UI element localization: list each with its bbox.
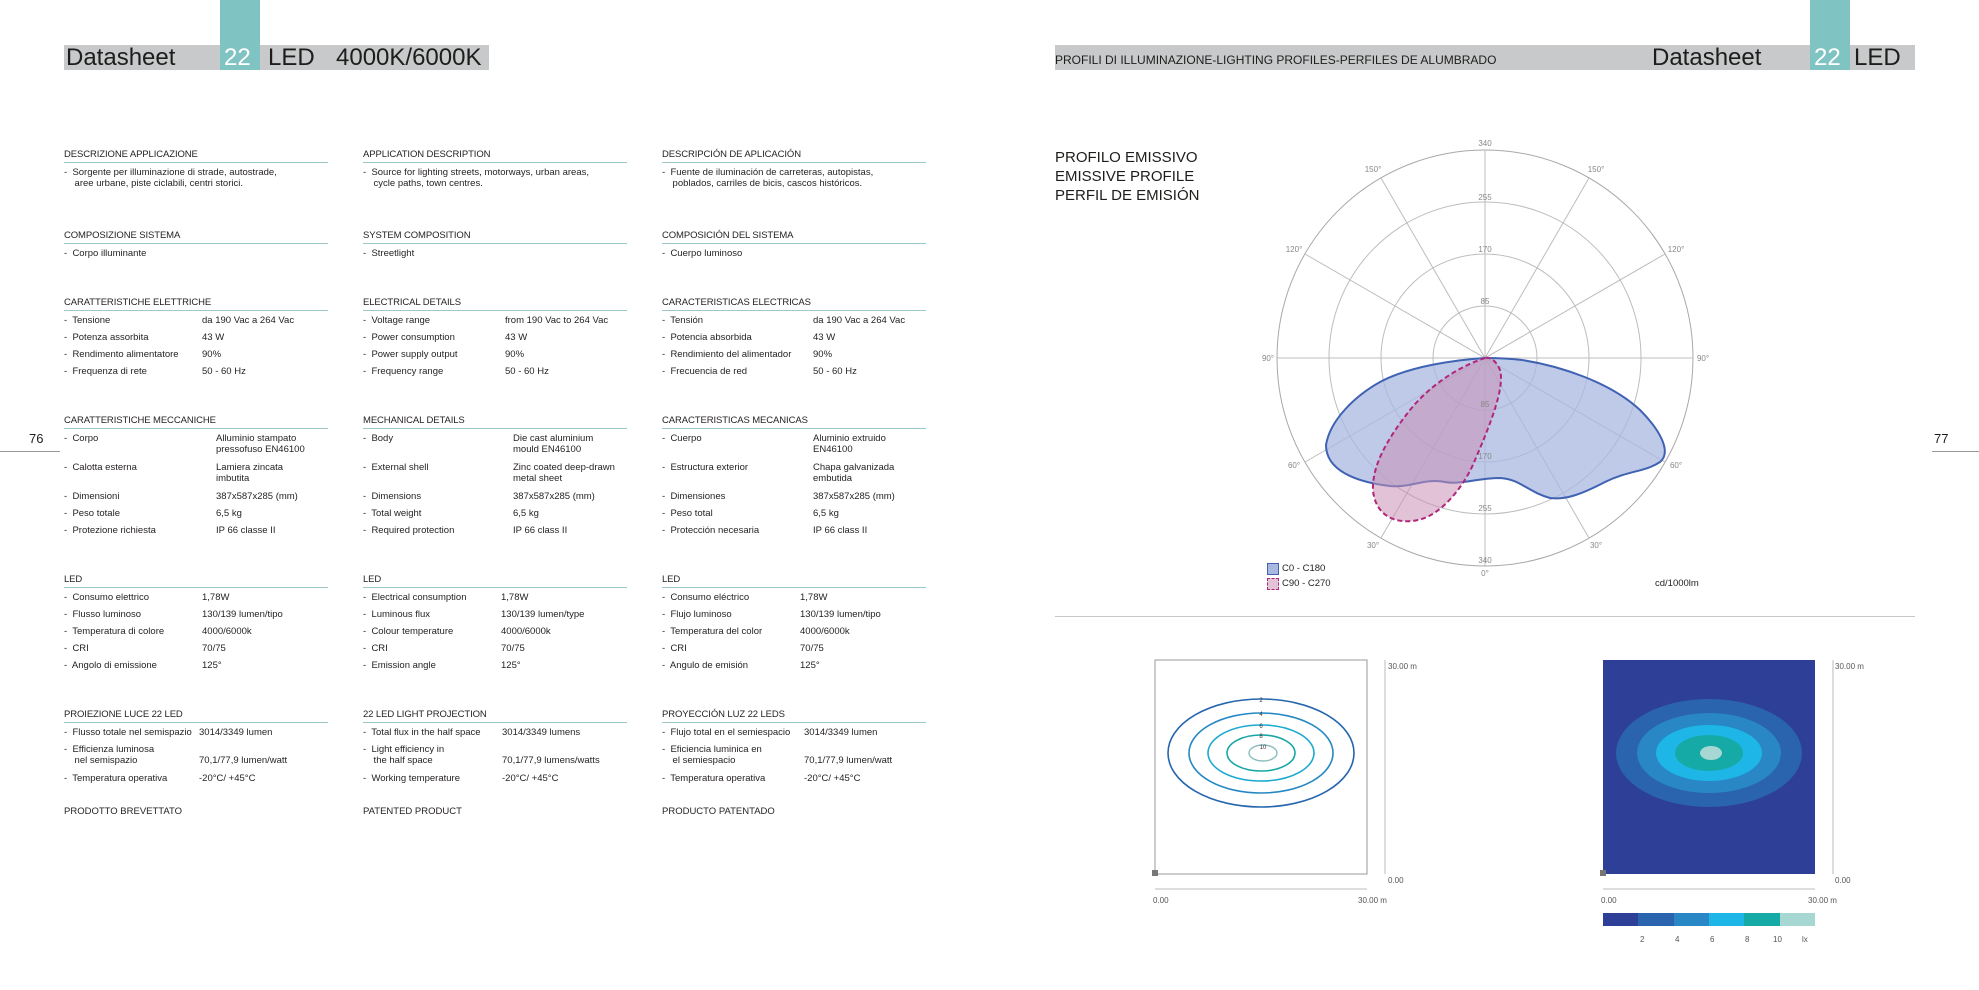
spec-row (64, 508, 328, 525)
header-title-left: Datasheet (66, 44, 176, 71)
spec-section (363, 297, 627, 383)
legend-swatch-c0 (1267, 563, 1279, 575)
spec-row (363, 643, 627, 660)
page-number-left: 76 (29, 431, 44, 446)
spec-value: from 190 Vac to 264 Vac (505, 315, 609, 326)
ring-label-85-top: 85 (1480, 297, 1490, 306)
spec-row (64, 248, 328, 265)
color-scale-label-6: 6 (1710, 935, 1715, 944)
spec-row (363, 349, 627, 366)
spec-label: - Cuerpo (662, 433, 702, 444)
spec-row (363, 167, 627, 196)
angle-label-30-left: 30° (1366, 541, 1380, 550)
spec-row (662, 315, 926, 332)
spec-label: - Eficiencia luminica en el semiespacio (662, 744, 762, 766)
spec-value: 70,1/77,9 lumen/watt (804, 755, 893, 766)
spec-value: 387x587x285 (mm) (216, 491, 298, 502)
color-scale-swatch-2 (1674, 913, 1709, 926)
spec-value: 1,78W (800, 592, 828, 603)
spec-row (662, 525, 926, 542)
angle-label-90-right: 90° (1696, 354, 1710, 363)
section-title: 22 LED LIGHT PROJECTION (363, 709, 627, 723)
spec-label: - Power supply output (363, 349, 458, 360)
spec-label: - Frecuencia de red (662, 366, 748, 377)
section-divider (1055, 616, 1915, 617)
spec-label: - Temperatura operativa (662, 773, 766, 784)
legend-label-c0: C0 - C180 (1282, 563, 1326, 574)
patent-note: PRODUCTO PATENTADO (662, 806, 775, 817)
section-title: COMPOSICIÓN DEL SISTEMA (662, 230, 926, 244)
false-color-band-10 (1700, 746, 1722, 760)
angle-label-30-right: 30° (1589, 541, 1603, 550)
spec-value: 50 - 60 Hz (202, 366, 246, 377)
spec-row (662, 744, 926, 773)
ring-label-255-bottom: 255 (1478, 504, 1492, 513)
spec-value: 3014/3349 lumen (804, 727, 878, 738)
header-variant-left: 4000K/6000K (336, 44, 482, 71)
patent-note: PATENTED PRODUCT (363, 806, 462, 817)
spec-label: - Dimensiones (662, 491, 726, 502)
spec-label: - Electrical consumption (363, 592, 467, 603)
ring-label-170-top: 170 (1478, 245, 1492, 254)
spec-value: 43 W (813, 332, 836, 343)
spec-row (363, 332, 627, 349)
spec-row (64, 462, 328, 491)
contour-label-2: 2 (1259, 698, 1263, 704)
spec-value: 6,5 kg (813, 508, 839, 519)
spec-row (662, 349, 926, 366)
spec-label: - Frequency range (363, 366, 444, 377)
spec-label: - Emission angle (363, 660, 436, 671)
spec-value: 90% (202, 349, 222, 360)
ring-label-170-bottom: 170 (1478, 452, 1492, 461)
isolux-x-left-label: 0.00 (1153, 896, 1169, 905)
page-rule-right (1932, 451, 1979, 452)
spec-row (662, 248, 926, 265)
spec-row (363, 609, 627, 626)
spec-label: - Protezione richiesta (64, 525, 156, 536)
color-scale-label-4: 4 (1675, 935, 1680, 944)
spec-row (64, 626, 328, 643)
spec-row (64, 366, 328, 383)
angle-label-120-right: 120° (1667, 245, 1685, 254)
spec-value: 90% (813, 349, 833, 360)
color-scale-swatch-5 (1780, 913, 1815, 926)
spec-row (662, 332, 926, 349)
section-title: CARATTERISTICHE ELETTRICHE (64, 297, 328, 311)
spec-value: -20°C/ +45°C (804, 773, 861, 784)
spec-label: - Tensione (64, 315, 111, 326)
spec-section (64, 709, 328, 790)
spec-value: 3014/3349 lumen (199, 727, 273, 738)
spec-label: - Frequenza di rete (64, 366, 147, 377)
spec-label: - Estructura exterior (662, 462, 749, 473)
page-number-right: 77 (1934, 431, 1949, 446)
spec-row (64, 332, 328, 349)
section-title: SYSTEM COMPOSITION (363, 230, 627, 244)
spec-label: - Rendimiento del alimentador (662, 349, 792, 360)
false-color-y-bottom-label: 0.00 (1835, 876, 1851, 885)
page-rule-left (0, 451, 60, 452)
angle-label-150-left: 150° (1364, 165, 1382, 174)
spec-section (662, 149, 926, 196)
spec-label: - Light efficiency in the half space (363, 744, 445, 766)
spec-value: 4000/6000k (800, 626, 850, 637)
spec-label: - Luminous flux (363, 609, 431, 620)
section-title: COMPOSIZIONE SISTEMA (64, 230, 328, 244)
spec-value: 70/75 (501, 643, 525, 654)
spec-value: -20°C/ +45°C (199, 773, 256, 784)
spec-label: - Consumo eléctrico (662, 592, 750, 603)
angle-label-120-left: 120° (1285, 245, 1303, 254)
header-number-right: 22 (1814, 44, 1841, 71)
false-color-y-top-label: 30.00 m (1835, 662, 1864, 671)
spec-label: - Temperatura del color (662, 626, 763, 637)
spec-section (363, 415, 627, 542)
spec-row (662, 167, 926, 196)
spec-value: da 190 Vac a 264 Vac (813, 315, 906, 326)
spec-value: 70,1/77,9 lumen/watt (199, 755, 288, 766)
section-title: CARACTERISTICAS ELECTRICAS (662, 297, 926, 311)
spec-label: - Consumo elettrico (64, 592, 150, 603)
header-product-right: LED (1854, 44, 1901, 71)
section-title: ELECTRICAL DETAILS (363, 297, 627, 311)
spec-row (363, 744, 627, 773)
spec-row (363, 433, 627, 462)
section-title: MECHANICAL DETAILS (363, 415, 627, 429)
spec-row (662, 462, 926, 491)
ring-label-255-top: 255 (1478, 193, 1492, 202)
contour-label-4: 4 (1259, 712, 1263, 718)
spec-section (64, 415, 328, 542)
false-color-map (1598, 655, 1848, 905)
spec-value: 387x587x285 (mm) (813, 491, 895, 502)
color-scale-label-2: 2 (1640, 935, 1645, 944)
section-title: DESCRIPCIÓN DE APLICACIÓN (662, 149, 926, 163)
spec-value: 90% (505, 349, 525, 360)
spec-row (64, 727, 328, 744)
spec-value: 3014/3349 lumens (502, 727, 581, 738)
spec-label: - Tensión (662, 315, 704, 326)
contour-label-6: 6 (1259, 724, 1263, 730)
header-title-right: Datasheet (1652, 44, 1762, 71)
spec-label: - Working temperature (363, 773, 460, 784)
polar-unit-label: cd/1000lm (1655, 578, 1699, 589)
section-title: LED (662, 574, 926, 588)
spec-row (64, 491, 328, 508)
spec-value: 70,1/77,9 lumens/watts (502, 755, 600, 766)
header-subtitle-right: PROFILI DI ILLUMINAZIONE-LIGHTING PROFILES-PERFILES DE ALUMBRADO (1055, 53, 1497, 67)
spec-row (363, 462, 627, 491)
spec-section (662, 574, 926, 677)
spec-row (662, 508, 926, 525)
spec-section (363, 709, 627, 790)
spec-label: - Total weight (363, 508, 422, 519)
spec-row (662, 491, 926, 508)
spec-row (64, 773, 328, 790)
angle-label-60-right: 60° (1669, 461, 1683, 470)
spec-label: - Power consumption (363, 332, 455, 343)
spec-row (64, 433, 328, 462)
polar-diagram (1260, 130, 1720, 590)
isolux-y-bottom-label: 0.00 (1388, 876, 1404, 885)
spec-label: - Potencia absorbida (662, 332, 752, 343)
spec-section (363, 149, 627, 196)
false-color-x-right-label: 30.00 m (1808, 896, 1837, 905)
spec-value: 1,78W (501, 592, 529, 603)
spec-label: - Streetlight (363, 248, 415, 259)
section-title: APPLICATION DESCRIPTION (363, 149, 627, 163)
spec-row (662, 643, 926, 660)
spec-value: da 190 Vac a 264 Vac (202, 315, 295, 326)
spec-value: 130/139 lumen/tipo (800, 609, 881, 620)
spec-section (64, 574, 328, 677)
spec-label: - Dimensions (363, 491, 422, 502)
spec-value: 50 - 60 Hz (813, 366, 857, 377)
angle-label-60-left: 60° (1287, 461, 1301, 470)
header-number-left: 22 (224, 44, 251, 71)
color-scale-swatch-1 (1638, 913, 1673, 926)
spec-label: - Calotta esterna (64, 462, 137, 473)
angle-label-150-right: 150° (1587, 165, 1605, 174)
spec-value: 125° (202, 660, 222, 671)
spec-label: - Body (363, 433, 394, 444)
spec-value: 6,5 kg (513, 508, 539, 519)
spec-label: - Source for lighting streets, motorways, urban areas, cycle paths, town centres. (363, 167, 589, 189)
spec-label: - Temperatura di colore (64, 626, 165, 637)
spec-row (64, 167, 328, 196)
spec-label: - Potenza assorbita (64, 332, 149, 343)
contour-label-8: 8 (1259, 734, 1263, 740)
spec-row (64, 592, 328, 609)
spec-label: - Total flux in the half space (363, 727, 481, 738)
spec-label: - Corpo (64, 433, 99, 444)
spec-row (662, 366, 926, 383)
spec-label: - Dimensioni (64, 491, 120, 502)
spec-label: - Flusso luminoso (64, 609, 142, 620)
false-color-x-left-label: 0.00 (1601, 896, 1617, 905)
spec-label: - Flujo total en el semiespacio (662, 727, 791, 738)
spec-label: - Rendimento alimentatore (64, 349, 179, 360)
spec-label: - Angulo de emisión (662, 660, 749, 671)
section-title: LED (64, 574, 328, 588)
spec-section (363, 574, 627, 677)
false-color-origin-marker (1600, 870, 1606, 876)
section-title: LED (363, 574, 627, 588)
legend-swatch-c90 (1267, 578, 1279, 590)
spec-label: - CRI (662, 643, 687, 654)
spec-value: 4000/6000k (501, 626, 551, 637)
spec-section (64, 149, 328, 196)
spec-value: 1,78W (202, 592, 230, 603)
spec-label: - Peso totale (64, 508, 120, 519)
spec-row (363, 248, 627, 265)
spec-row (64, 643, 328, 660)
spec-section (662, 415, 926, 542)
spec-label: - Required protection (363, 525, 455, 536)
spec-row (363, 366, 627, 383)
color-scale-bar (1603, 913, 1815, 926)
spec-value: Alluminio stampato pressofuso EN46100 (216, 433, 305, 455)
spec-row (662, 592, 926, 609)
section-title: CARACTERISTICAS MECANICAS (662, 415, 926, 429)
spec-value: 43 W (505, 332, 528, 343)
spec-row (64, 744, 328, 773)
spec-value: 43 W (202, 332, 225, 343)
section-title: PROIEZIONE LUCE 22 LED (64, 709, 328, 723)
spec-value: 70/75 (202, 643, 226, 654)
spec-row (363, 592, 627, 609)
spec-label: - Colour temperature (363, 626, 454, 637)
spec-label: - Flujo luminoso (662, 609, 732, 620)
isolux-origin-marker (1152, 870, 1158, 876)
spec-section (662, 709, 926, 790)
spec-label: - Voltage range (363, 315, 431, 326)
spec-value: IP 66 class II (813, 525, 868, 536)
spec-row (662, 727, 926, 744)
legend-label-c90: C90 - C270 (1282, 578, 1331, 589)
spec-label: - Sorgente per illuminazione di strade, autostrade, aree urbane, piste ciclabili, centri storici. (64, 167, 277, 189)
spec-value: -20°C/ +45°C (502, 773, 559, 784)
spec-row (363, 626, 627, 643)
spec-label: - CRI (64, 643, 89, 654)
spec-value: 4000/6000k (202, 626, 252, 637)
color-scale-label-8: 8 (1745, 935, 1750, 944)
spec-value: 130/139 lumen/tipo (202, 609, 283, 620)
spec-row (662, 626, 926, 643)
spec-value: 6,5 kg (216, 508, 242, 519)
spec-row (64, 525, 328, 542)
spec-value: Die cast aluminium mould EN46100 (513, 433, 594, 455)
spec-value: Aluminio extruido EN46100 (813, 433, 886, 455)
angle-label-90-left: 90° (1261, 354, 1275, 363)
ring-label-340-top: 340 (1478, 139, 1492, 148)
spec-label: - External shell (363, 462, 429, 473)
isolux-y-top-label: 30.00 m (1388, 662, 1417, 671)
emissive-profile-title-en: EMISSIVE PROFILE (1055, 168, 1195, 185)
spec-value: 387x587x285 (mm) (513, 491, 595, 502)
spec-value: 125° (501, 660, 521, 671)
color-scale-unit: lx (1802, 935, 1808, 944)
isolux-diagram (1150, 655, 1400, 905)
spec-row (363, 773, 627, 790)
spec-label: - Peso total (662, 508, 713, 519)
color-scale-swatch-3 (1709, 913, 1744, 926)
spec-row (363, 315, 627, 332)
emissive-profile-title-it: PROFILO EMISSIVO (1055, 149, 1198, 166)
spec-value: Zinc coated deep-drawn metal sheet (513, 462, 615, 484)
spec-row (662, 773, 926, 790)
color-scale-swatch-4 (1744, 913, 1779, 926)
color-scale-swatch-0 (1603, 913, 1638, 926)
spec-label: - Flusso totale nel semispazio (64, 727, 192, 738)
spec-row (662, 660, 926, 677)
spec-label: - Fuente de iluminación de carreteras, autopistas, poblados, carriles de bicis, cascos históricos. (662, 167, 874, 189)
spec-label: - CRI (363, 643, 388, 654)
spec-section (662, 230, 926, 265)
emissive-profile-title (1055, 148, 1199, 205)
contour-label-10: 10 (1259, 745, 1267, 751)
spec-row (64, 315, 328, 332)
spec-row (64, 349, 328, 366)
spec-value: 50 - 60 Hz (505, 366, 549, 377)
spec-row (64, 660, 328, 677)
section-title: DESCRIZIONE APPLICAZIONE (64, 149, 328, 163)
spec-row (363, 508, 627, 525)
spec-label: - Angolo di emissione (64, 660, 157, 671)
spec-value: IP 66 class II (513, 525, 568, 536)
spec-section (64, 297, 328, 383)
angle-label-0: 0° (1481, 569, 1489, 578)
header-product-left: LED (268, 44, 315, 71)
spec-section (64, 230, 328, 265)
ring-label-340-bottom: 340 (1478, 556, 1492, 565)
isolux-x-right-label: 30.00 m (1358, 896, 1387, 905)
emissive-profile-title-es: PERFIL DE EMISIÓN (1055, 187, 1200, 204)
color-scale-label-10: 10 (1773, 935, 1782, 944)
section-title: CARATTERISTICHE MECCANICHE (64, 415, 328, 429)
spec-label: - Corpo illuminante (64, 248, 147, 259)
spec-value: 130/139 lumen/type (501, 609, 585, 620)
spec-label: - Protección necesaria (662, 525, 760, 536)
spec-value: Chapa galvanizada embutida (813, 462, 895, 484)
isolux-frame (1155, 660, 1367, 874)
spec-row (64, 609, 328, 626)
spec-row (662, 433, 926, 462)
spec-row (363, 491, 627, 508)
ring-label-85-bottom: 85 (1480, 400, 1490, 409)
spec-value: Lamiera zincata imbutita (216, 462, 284, 484)
spec-row (363, 727, 627, 744)
spec-section (662, 297, 926, 383)
spec-section (363, 230, 627, 265)
spec-label: - Temperatura operativa (64, 773, 168, 784)
section-title: PROYECCIÓN LUZ 22 LEDS (662, 709, 926, 723)
spec-row (363, 525, 627, 542)
spec-label: - Efficienza luminosa nel semispazio (64, 744, 155, 766)
spec-row (662, 609, 926, 626)
spec-label: - Cuerpo luminoso (662, 248, 743, 259)
spec-value: IP 66 classe II (216, 525, 276, 536)
spec-row (363, 660, 627, 677)
patent-note: PRODOTTO BREVETTATO (64, 806, 183, 817)
spec-value: 70/75 (800, 643, 824, 654)
spec-value: 125° (800, 660, 820, 671)
